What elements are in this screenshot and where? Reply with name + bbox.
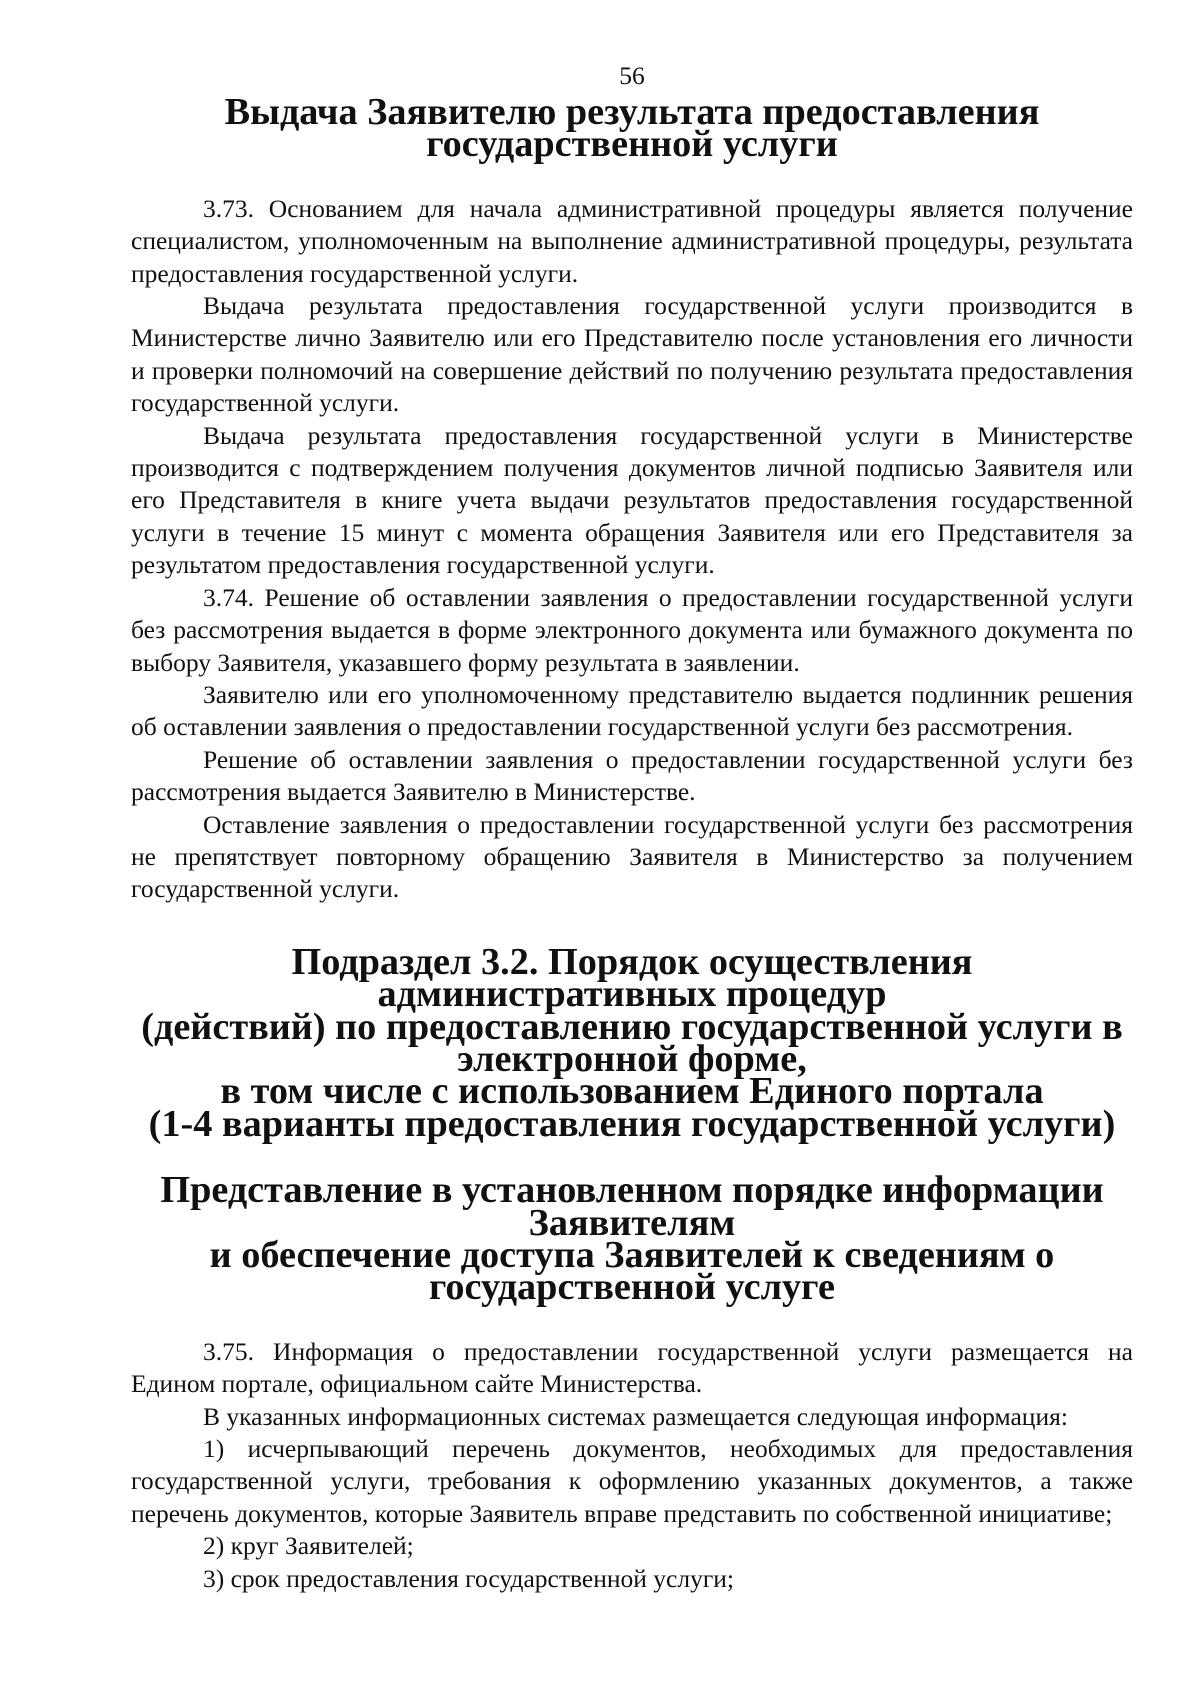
heading-line: Представление в установленном порядке информации Заявителям bbox=[160, 1169, 1104, 1244]
list-item-2: 2) круг Заявителей; bbox=[203, 1531, 414, 1561]
spacer bbox=[131, 906, 1133, 946]
paragraph: Выдача результата предоставления государственной услуги в Министерстве производится с подтверждением получения документов личной подписью Заявителя или его Представителя в книге учета выдачи результатов предоставления государственной услуги в течение 15 минут с момента обращения Заявителя или его Представителя за результатом предоставления государственной услуги. bbox=[131, 420, 1133, 580]
heading-line: и обеспечение доступа Заявителей к сведениям о государственной услуге bbox=[209, 1234, 1055, 1309]
paragraph-3-74: 3.74. Решение об оставлении заявления о предоставлении государственной услуги без рассмотрения выдается в форме электронного документа или бумажного документа по выбору Заявителя, указавшего форму результата в заявлении. bbox=[131, 582, 1133, 677]
paragraph: Оставление заявления о предоставлении государственной услуги без рассмотрения не препятствует повторному обращению Заявителя в Министерство за получением государственной услуги. bbox=[131, 809, 1133, 904]
heading-line: Подраздел 3.2. Порядок осуществления административных процедур bbox=[291, 940, 973, 1016]
paragraph: Заявителю или его уполномоченному представителю выдается подлинник решения об оставлении заявления о предоставлении государственной услуги без рассмотрения. bbox=[131, 679, 1133, 742]
subsection-heading-3-2 bbox=[131, 940, 1133, 1145]
spacer bbox=[131, 1304, 1133, 1336]
section-heading-information bbox=[131, 1169, 1133, 1309]
list-item-3: 3) срок предоставления государственной услуги; bbox=[203, 1563, 735, 1593]
paragraph: Выдача результата предоставления государственной услуги производится в Министерстве лично Заявителю или его Представителю после установления его личности и проверки полномочий на совершение действий по получению результата предоставления государственной услуги. bbox=[131, 291, 1133, 418]
section-body-issuance bbox=[131, 193, 1133, 906]
paragraph: Решение об оставлении заявления о предоставлении государственной услуги без рассмотрения выдается Заявителю в Министерстве. bbox=[131, 744, 1133, 807]
heading-line: Выдача Заявителю результата предоставления государственной услуги bbox=[224, 91, 1040, 166]
heading-line: в том числе с использованием Единого портала bbox=[220, 1070, 1044, 1113]
document-page bbox=[131, 56, 1133, 1595]
spacer bbox=[131, 161, 1133, 193]
paragraph-3-75: 3.75. Информация о предоставлении государственной услуги размещается на Едином портале, официальном сайте Министерства. bbox=[131, 1336, 1133, 1399]
page-number: 56 bbox=[619, 61, 645, 90]
heading-line: (действий) по предоставлению государственной услуги в электронной форме, bbox=[141, 1005, 1123, 1080]
section-heading-issuance bbox=[131, 91, 1133, 166]
paragraph: В указанных информационных системах размещается следующая информация: bbox=[203, 1401, 1068, 1431]
paragraph-3-73: 3.73. Основанием для начала административной процедуры является получение специалистом, уполномоченным на выполнение административной процедуры, результата предоставления государственной услуги. bbox=[131, 193, 1133, 288]
list-item-1: 1) исчерпывающий перечень документов, необходимых для предоставления государственной услуги, требования к оформлению указанных документов, а также перечень документов, которые Заявитель вправе представить по собственной инициативе; bbox=[131, 1434, 1133, 1528]
section-body-information bbox=[131, 1336, 1133, 1595]
heading-line: (1-4 варианты предоставления государственной услуги) bbox=[148, 1102, 1116, 1145]
